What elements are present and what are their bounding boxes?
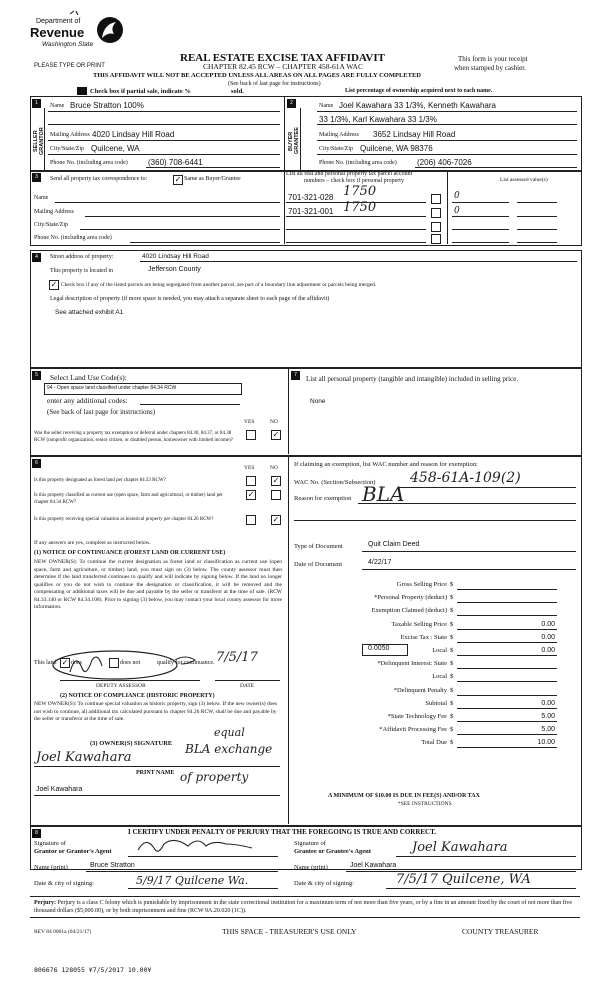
buyer-city-label: City/State/Zip — [319, 146, 353, 152]
tax-row-label: *Affidavit Processing Fee — [379, 726, 447, 734]
dollar-sign: $ — [450, 633, 454, 641]
section-4-badge: 4 — [32, 253, 41, 262]
parcel-1-personal-checkbox[interactable] — [431, 194, 441, 204]
grantor-name-label: Name (print) — [34, 864, 68, 871]
minimum-note: A MINIMUM OF $10.00 IS DUE IN FEE(S) AND/OR TAX — [328, 793, 480, 799]
tax-row-label: Excise Tax : State — [400, 633, 447, 641]
tax-row-label: Taxable Selling Price — [391, 620, 447, 628]
reason-label: Reason for exemption — [294, 495, 352, 502]
form-chapter: CHAPTER 82.45 RCW – CHAPTER 458-61A WAC — [203, 62, 363, 71]
form-number: REV 84 0001a (04/21/17) — [34, 929, 92, 935]
land-use-see-back: (See back of last page for instructions) — [47, 408, 156, 416]
grantor-date-label: Date & city of signing: — [34, 880, 94, 887]
partial-sale-checkbox[interactable] — [77, 87, 87, 95]
parcel-4-personal-checkbox[interactable] — [431, 234, 441, 244]
street-address[interactable]: 4020 Lindsay Hill Road — [142, 253, 209, 260]
dollar-sign: $ — [450, 673, 454, 681]
seller-name[interactable]: Bruce Stratton 100% — [70, 101, 144, 110]
historic-text: NEW OWNER(S): To continue special valuation as historic property, sign (3) below. If the new owner(s) does not wish to continue, all additional tax calculated pursuant to chapter 84.26 RCW, shall be due and payable by the seller or transferor at the time of sale. — [34, 701, 278, 722]
notice-continuance-text: NEW OWNER(S): To continue the current designation as forest land or classification as current use (open space, farm and agriculture, or timber) land, you must sign on (3) below. The county assessor must then determine if the land transferred continues to qualify and will indicate by signing below. If the land no longer qualifies or you do not wish to continue the designation or classification, it will be removed and the compensating or additional taxes will be due and payable by the seller or transferor at the time of sale. (RCW 84.33.140 or RCW 84.34.108). Prior to signing (3) below, you may contact your local county assessor for more information. — [34, 559, 282, 610]
section-8-badge: 8 — [32, 829, 41, 838]
dollar-sign: $ — [450, 739, 454, 747]
personal-property-label: List all personal property (tangible and intangible) included in selling price. — [306, 375, 519, 383]
assessed-1[interactable]: 0 — [454, 191, 460, 201]
located-label: This property is located in — [50, 268, 113, 274]
section-3-badge: 3 — [32, 173, 41, 182]
parcel-3-personal-checkbox[interactable] — [431, 222, 441, 232]
dept-line3: Washington State — [42, 41, 94, 48]
reason-hand[interactable]: BLA — [362, 482, 405, 506]
buyer-address-label: Mailing Address — [319, 132, 359, 138]
form-title: REAL ESTATE EXCISE TAX AFFIDAVIT — [180, 52, 385, 64]
county-treasurer: COUNTY TREASURER — [462, 927, 539, 936]
forest-q2-yes[interactable]: ✓ — [247, 490, 255, 499]
land-use-label: Select Land Use Code(s): — [50, 373, 127, 382]
please-type: PLEASE TYPE OR PRINT — [34, 63, 105, 69]
if-yes-note: If any answers are yes, complete as instructed below. — [34, 540, 151, 546]
grantor-date-hand[interactable]: 5/9/17 Quilcene Wa. — [136, 874, 249, 887]
yes-header-6: YES — [244, 465, 255, 471]
deputy-assessor-signature — [50, 648, 210, 683]
forest-q3-yes[interactable] — [246, 515, 256, 525]
wac-number-hand[interactable]: 458-61A-109(2) — [410, 470, 521, 486]
section-2-badge: 2 — [287, 99, 296, 108]
parcel-1-handwriting: 1750 — [343, 184, 377, 199]
additional-codes-label: enter any additional codes: — [47, 396, 128, 405]
accounts-header-line1: List all real and personal property tax parcel account — [286, 171, 413, 177]
does-label: does — [71, 660, 82, 666]
print-name-label: PRINT NAME — [136, 770, 175, 776]
notice-continuance-title: (1) NOTICE OF CONTINUANCE (FOREST LAND OR CURRENT USE) — [34, 550, 226, 556]
section-6-badge: 6 — [32, 459, 41, 468]
dollar-sign: $ — [450, 647, 454, 654]
doc-date-label: Date of Document — [294, 561, 343, 568]
seller-vertical-label: SELLER GRANTOR — [33, 127, 45, 155]
buyer-name-line2[interactable]: 33 1/3%, Karl Kawahara 33 1/3% — [319, 115, 437, 124]
perjury-text: Perjury is a class C felony which is punishable by imprisonment in the state correctional institution for a maximum term of not more than five years, or by a fine in an amount fixed by the court of not more than five thousand dollars ($5,000.00), or by both imprisonment and fine (RCW 9A.20.020 (1C)). — [34, 900, 573, 914]
tax-row-label: Local — [432, 647, 447, 654]
tax-row-value[interactable]: 0.00 — [541, 647, 555, 654]
no-header-5: NO — [270, 419, 278, 425]
wac-label: WAC No. (Section/Subsection) — [294, 479, 376, 486]
local-rate: 0.0050 — [368, 645, 390, 652]
tax-row-label: Subtotal — [425, 699, 447, 707]
seller-address[interactable]: 4020 Lindsay Hill Road — [92, 130, 175, 139]
dollar-sign: $ — [450, 660, 454, 668]
seller-phone-label: Phone No. (including area code) — [50, 160, 128, 166]
tax-row-value[interactable]: 0.00 — [541, 699, 555, 707]
assessed-2[interactable]: 0 — [454, 206, 460, 216]
tax-row-label: Exemption Claimed (deduct) — [371, 607, 447, 615]
doc-type[interactable]: Quit Claim Deed — [368, 541, 420, 548]
dept-line2: Revenue — [30, 25, 85, 40]
exemption-no-checkbox[interactable]: ✓ — [272, 430, 280, 439]
assessed-header: List assessed value(s) — [500, 177, 548, 183]
grantee-signature: Joel Kawahara — [412, 840, 508, 855]
grantee-sig-label-1: Signature of — [294, 840, 326, 847]
grantor-sig-label-2: Grantor or Grantor's Agent — [34, 848, 112, 855]
land-use-code: 94 - Open space land classified under chapter 84.34 RCW — [47, 385, 177, 391]
doc-date[interactable]: 4/22/17 — [368, 559, 392, 566]
tax-row-value[interactable]: 5.00 — [541, 713, 555, 720]
dollar-sign: $ — [450, 699, 454, 707]
no-header-6: NO — [270, 465, 278, 471]
dollar-sign: $ — [450, 620, 454, 628]
exemption-question: Was the seller receiving a property tax exemption or deferral under chapters 84.36, 84.37, or 84.38 RCW (nonprofit organization, senior citizen, or disabled person, homeowner with limited income)? — [34, 431, 233, 443]
land-does-checkbox[interactable]: ✓ — [61, 658, 69, 667]
form-warning: THIS AFFIDAVIT WILL NOT BE ACCEPTED UNLESS ALL AREAS ON ALL PAGES ARE FULLY COMPLETED — [93, 72, 421, 79]
dollar-sign: $ — [450, 594, 454, 602]
perjury-notice — [34, 899, 578, 915]
certify-statement: I CERTIFY UNDER PENALTY OF PERJURY THAT THE FOREGOING IS TRUE AND CORRECT. — [128, 828, 437, 836]
corr-phone-label: Phone No. (including area code) — [34, 235, 112, 241]
treasurer-space: THIS SPACE - TREASURER'S USE ONLY — [222, 927, 357, 936]
partial-sale-label: Check box if partial sale, indicate % — [90, 88, 191, 95]
tax-row-label: *Personal Property (deduct) — [374, 594, 447, 602]
does-not-label: does not — [120, 660, 141, 666]
forest-q1-yes[interactable] — [246, 476, 256, 486]
section-1-badge: 1 — [32, 99, 41, 108]
tax-row-value[interactable]: 0.00 — [541, 620, 555, 628]
owner-sig-title: (3) OWNER(S) SIGNATURE — [90, 740, 173, 747]
grantee-sig-label-2: Grantee or Grantee's Agent — [294, 848, 371, 855]
exemption-label: If claiming an exemption, list WAC number and reason for exemption: — [294, 461, 478, 468]
section-7-badge: 7 — [291, 371, 300, 380]
grantor-sig-label-1: Signature of — [34, 840, 66, 847]
segregated-note: Check box if any of the listed parcels are being segregated from another parcel, are part of a boundary line adjustment or parcels being merged. — [61, 282, 377, 288]
parcel-2[interactable]: 701-321-001 — [288, 207, 334, 216]
forest-q3: Is this property receiving special valuation as historical property per chapter 84.26 RCW? — [34, 517, 214, 522]
dollar-sign: $ — [450, 607, 454, 615]
dollar-sign: $ — [450, 726, 454, 734]
forest-q2-no[interactable] — [271, 490, 281, 500]
parcel-2-personal-checkbox[interactable] — [431, 208, 441, 218]
seller-phone[interactable]: (360) 708-6441 — [148, 158, 203, 167]
parcel-2-handwriting: 1750 — [343, 200, 377, 215]
forest-q2: Is this property classified as current use (open space, farm and agricultural, or timber) land per chapter 84.34 RCW? — [34, 493, 223, 505]
same-as-label: Same as Buyer/Grantee — [184, 176, 241, 182]
sold-label: sold. — [231, 88, 244, 95]
parcel-1[interactable]: 701-321-028 — [288, 193, 334, 202]
seller-address-label: Mailing Address — [50, 132, 90, 138]
tax-row-value[interactable]: 0.00 — [541, 633, 555, 641]
county[interactable]: Jefferson County — [148, 266, 201, 273]
treasurer-stamp: 806676 128055 ¥7/5/2017 10.00¥ — [34, 966, 152, 974]
buyer-phone[interactable]: (206) 406-7026 — [417, 158, 472, 167]
see-back-note: (See back of last page for instructions) — [228, 81, 321, 87]
equal-hand: equal — [214, 726, 245, 739]
corr-label: Send all property tax correspondence to: — [50, 176, 148, 182]
yes-header-5: YES — [244, 419, 255, 425]
receipt-line1: This form is your receipt — [458, 55, 528, 63]
historic-title: (2) NOTICE OF COMPLIANCE (HISTORIC PROPERTY) — [60, 693, 215, 699]
tax-row-value[interactable]: 10.00 — [537, 739, 555, 747]
exemption-yes-checkbox[interactable] — [246, 430, 256, 440]
corr-name-label: Name — [34, 195, 49, 201]
legal-description[interactable]: See attached exhibit A1 — [55, 309, 124, 316]
forest-q3-no[interactable]: ✓ — [272, 515, 280, 524]
receipt-line2: when stamped by cashier. — [454, 64, 526, 72]
tax-row-label: Gross Selling Price — [396, 581, 447, 588]
tax-row-label: *Delinquent Penalty — [393, 686, 447, 694]
ownership-note: List percentage of ownership acquired next to each name. — [345, 88, 493, 94]
of-property-hand: of property — [180, 770, 249, 784]
tax-row-label: *State Technology Fee — [387, 713, 447, 720]
owner-print-name[interactable]: Joel Kawahara — [36, 786, 83, 793]
dollar-sign: $ — [450, 581, 454, 588]
grantee-date-label: Date & city of signing: — [294, 880, 354, 887]
accounts-header-line2: numbers – check box if personal property — [304, 178, 404, 184]
this-land-label: This land — [34, 660, 57, 666]
corr-city-label: City/State/Zip — [34, 222, 68, 228]
buyer-phone-label: Phone No. (including area code) — [319, 160, 397, 166]
perjury-label: Perjury: — [34, 900, 56, 906]
exchange-hand: BLA exchange — [185, 742, 273, 756]
section-5-badge: 5 — [32, 371, 41, 380]
street-label: Street address of property: — [50, 254, 114, 260]
buyer-city[interactable]: Quilcene, WA 98376 — [360, 144, 433, 153]
buyer-vertical-label: BUYER GRANTEE — [288, 127, 300, 155]
tax-row-label: Total Due — [421, 739, 447, 747]
grantee-name[interactable]: Joel Kawahara — [350, 862, 397, 869]
personal-property-value[interactable]: None — [310, 398, 326, 405]
grantee-name-label: Name (print) — [294, 864, 328, 871]
owner-signature: Joel Kawahara — [36, 750, 132, 765]
tax-row-label: Local — [432, 673, 447, 681]
grantee-date-hand[interactable]: 7/5/17 Quilcene, WA — [396, 872, 531, 887]
forest-q1: Is this property designated as forest land per chapter 84.33 RCW? — [34, 478, 166, 483]
buyer-name-line1[interactable]: Joel Kawahara 33 1/3%, Kenneth Kawahara — [339, 101, 496, 110]
date-label: DATE — [240, 683, 255, 689]
seller-city-label: City/State/Zip — [50, 146, 84, 152]
buyer-name-label: Name — [319, 103, 334, 109]
dollar-sign: $ — [450, 713, 454, 720]
see-instructions: *SEE INSTRUCTIONS — [398, 801, 452, 807]
buyer-address[interactable]: 3652 Lindsay Hill Road — [373, 130, 456, 139]
dor-logo — [30, 8, 125, 54]
grantor-name[interactable]: Bruce Stratton — [90, 862, 135, 869]
qualify-label: qualify for continuance. — [157, 660, 215, 666]
dollar-sign: $ — [450, 686, 454, 694]
dept-line1: Department of — [36, 18, 81, 25]
doc-type-label: Type of Document — [294, 543, 343, 550]
forest-q1-no[interactable]: ✓ — [272, 476, 280, 485]
assessor-date-hand: 7/5/17 — [216, 650, 258, 665]
corr-address-label: Mailing Address — [34, 209, 74, 215]
tax-row-value[interactable]: 5.00 — [541, 726, 555, 734]
legal-label: Legal description of property (if more space is needed, you may attach a separate sheet to each page of the affidavit) — [50, 296, 330, 302]
segregated-checkbox[interactable]: ✓ — [50, 280, 58, 289]
same-as-buyer-checkbox[interactable]: ✓ — [174, 175, 182, 184]
tax-row-label: *Delinquent Interest: State — [377, 660, 447, 668]
seller-city[interactable]: Quilcene, WA — [91, 144, 140, 153]
deputy-assessor-label: DEPUTY ASSESSOR — [96, 683, 146, 689]
seller-name-label: Name — [50, 103, 65, 109]
grantor-signature — [132, 836, 262, 858]
